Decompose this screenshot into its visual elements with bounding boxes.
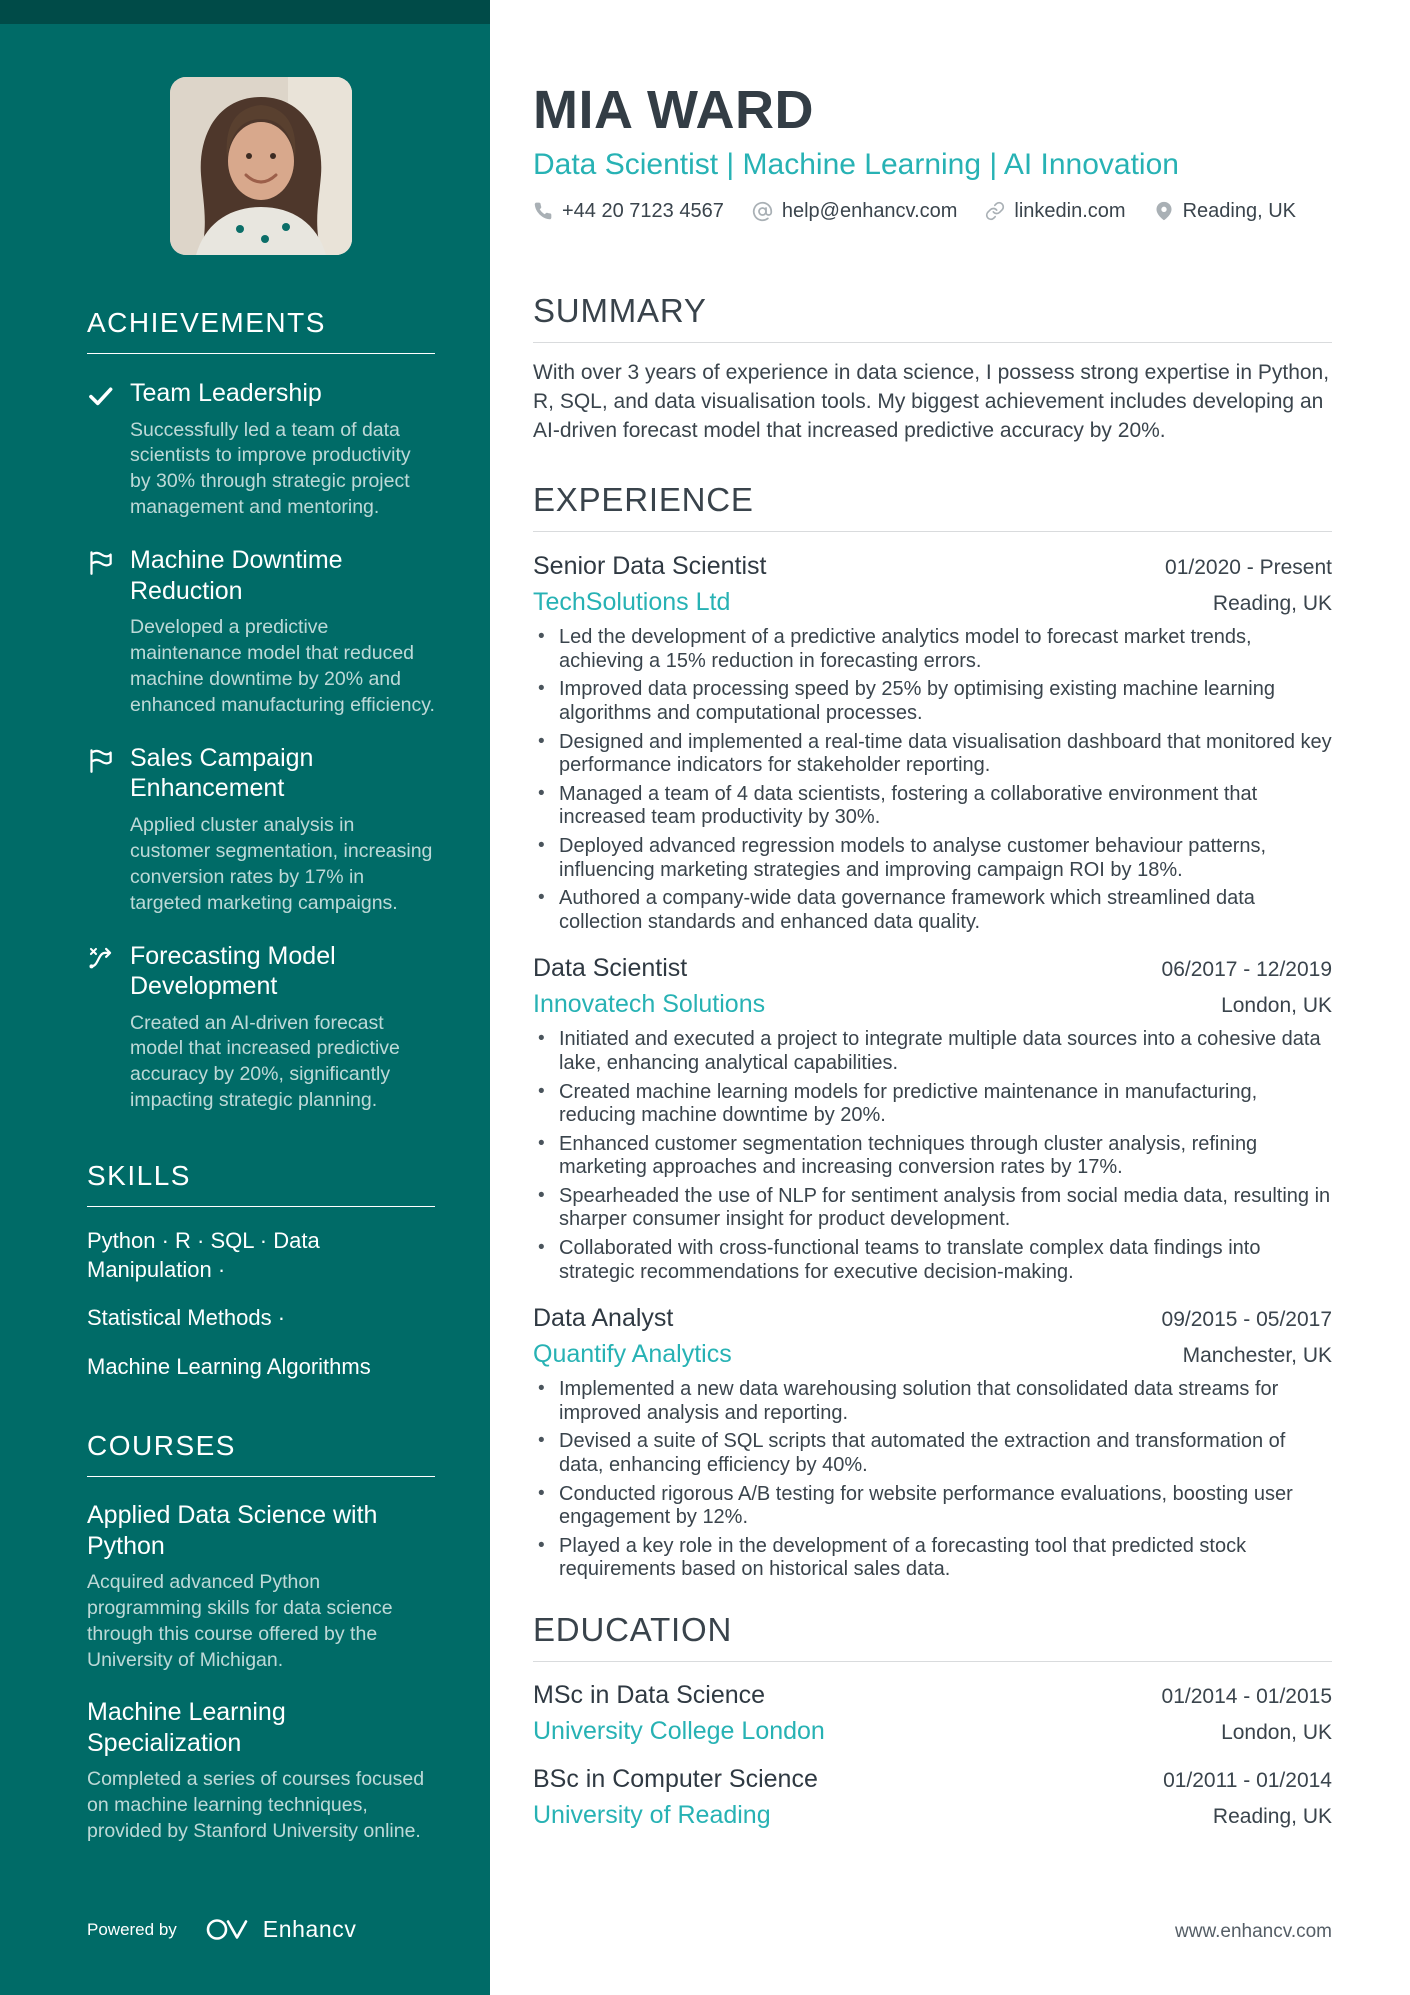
person-tagline: Data Scientist | Machine Learning | AI Innovation [533, 147, 1179, 181]
job-bullet: • Managed a team of 4 data scientists, fostering a collaborative environment that increased team productivity by 30%. [533, 783, 1332, 830]
job-bullet: • Played a key role in the development of a forecasting tool that predicted stock requirements based on historical sales data. [533, 1535, 1332, 1582]
job-entry [533, 954, 1332, 1284]
achievement-item [87, 378, 435, 521]
job-bullet: • Implemented a new data warehousing solution that consolidated data streams for improved analysis and reporting. [533, 1378, 1332, 1425]
education-dates: 01/2014 - 01/2015 [1161, 1685, 1332, 1709]
linkedin-url[interactable]: linkedin.com [1014, 199, 1126, 222]
at-icon [752, 201, 773, 222]
education-location: Reading, UK [1212, 1805, 1332, 1829]
location-text: Reading, UK [1182, 199, 1296, 222]
job-location: London, UK [1221, 994, 1332, 1018]
achievement-item [87, 545, 435, 719]
education-school: University of Reading [533, 1801, 771, 1830]
skills-line: Machine Learning Algorithms [87, 1354, 371, 1380]
achievement-item [87, 941, 435, 1115]
education-degree: MSc in Data Science [533, 1681, 766, 1710]
courses-section [87, 1430, 435, 1845]
job-role: Data Scientist [533, 954, 688, 983]
course-title: Machine Learning Specialization [87, 1697, 286, 1758]
course-item [87, 1500, 435, 1674]
job-bullet: • Authored a company-wide data governance framework which streamlined data collection standards and enhanced data quality. [533, 887, 1332, 934]
achievement-title: Forecasting Model Development [130, 941, 336, 1001]
summary-text: With over 3 years of experience in data science, I possess strong expertise in Python, R, SQL, and data visualisation tools. My biggest achievement includes developing an AI-driven forecast model that increased predictive accuracy by 20%. [533, 360, 1330, 442]
skills-section [87, 1160, 435, 1381]
enhancv-brand-label[interactable]: Enhancv [262, 1916, 357, 1942]
email-address[interactable]: help@enhancv.com [781, 199, 958, 222]
location-contact [1154, 200, 1296, 223]
skills-title: SKILLS [87, 1160, 435, 1207]
route-icon [87, 941, 115, 1115]
job-bullet: • Deployed advanced regression models to analyse customer behaviour patterns, influencing marketing strategies and improving campaign ROI by 18%. [533, 835, 1332, 882]
job-bullet: • Spearheaded the use of NLP for sentiment analysis from social media data, resulting in sharper consumer insight for product development. [533, 1185, 1332, 1232]
summary-title: SUMMARY [533, 293, 1332, 343]
experience-title: EXPERIENCE [533, 482, 1332, 532]
job-entry [533, 552, 1332, 934]
enhancv-logo-icon[interactable] [205, 1916, 251, 1943]
job-bullet: • Conducted rigorous A/B testing for website performance evaluations, boosting user engagement by 12%. [533, 1483, 1332, 1530]
job-company: Innovatech Solutions [533, 990, 766, 1019]
education-location: London, UK [1221, 1721, 1332, 1745]
education-dates: 01/2011 - 01/2014 [1163, 1769, 1332, 1793]
summary-section [533, 293, 1332, 446]
job-role: Senior Data Scientist [533, 552, 767, 581]
course-title: Applied Data Science with Python [87, 1500, 378, 1560]
powered-by-footer [87, 1916, 357, 1943]
job-bullet: • Designed and implemented a real-time data visualisation dashboard that monitored key performance indicators for stakeholder reporting. [533, 731, 1332, 778]
check-icon [87, 378, 115, 521]
education-school: University College London [533, 1717, 825, 1746]
job-company: TechSolutions Ltd [533, 588, 731, 617]
job-bullet: • Improved data processing speed by 25% by optimising existing machine learning algorithms and computational processes. [533, 678, 1332, 725]
contact-row [533, 200, 1332, 223]
job-company: Quantify Analytics [533, 1340, 732, 1369]
flag-icon [87, 545, 115, 719]
education-entry [533, 1765, 1332, 1830]
header [533, 82, 1332, 223]
education-title: EDUCATION [533, 1612, 1332, 1662]
email-contact[interactable] [752, 200, 958, 223]
flag-icon [87, 743, 115, 917]
education-degree: BSc in Computer Science [533, 1765, 818, 1794]
job-bullets [533, 626, 1332, 934]
job-dates: 01/2020 - Present [1165, 556, 1332, 580]
course-description: Completed a series of courses focused on machine learning techniques, provided by Stanford University online. [87, 1768, 425, 1843]
pin-icon [1154, 201, 1174, 221]
achievement-description: Developed a predictive maintenance model that reduced machine downtime by 20% and enhanced manufacturing efficiency. [130, 616, 435, 716]
job-role: Data Analyst [533, 1304, 674, 1333]
main-content [490, 0, 1410, 1830]
person-name: MIA WARD [533, 80, 814, 140]
achievement-description: Applied cluster analysis in customer segmentation, increasing conversion rates by 17% in targeted marketing campaigns. [130, 813, 433, 914]
achievements-section [87, 307, 435, 1114]
job-location: Manchester, UK [1182, 1344, 1332, 1368]
achievement-title: Machine Downtime Reduction [130, 546, 343, 605]
job-bullet: • Devised a suite of SQL scripts that automated the extraction and transformation of data, enhancing efficiency by 40%. [533, 1430, 1332, 1477]
course-item [87, 1697, 435, 1845]
portrait-illustration [170, 77, 352, 255]
profile-photo [170, 77, 352, 255]
job-bullets [533, 1028, 1332, 1284]
job-entry [533, 1304, 1332, 1582]
sidebar [0, 0, 490, 1995]
top-accent-strip [0, 0, 490, 24]
job-bullet: • Initiated and executed a project to integrate multiple data sources into a cohesive data lake, enhancing analytical capabilities. [533, 1028, 1332, 1075]
education-entry [533, 1681, 1332, 1746]
powered-by-label: Powered by [87, 1919, 177, 1939]
linkedin-contact[interactable] [985, 200, 1125, 223]
phone-contact [533, 200, 724, 223]
link-icon [985, 201, 1005, 221]
job-bullet: • Collaborated with cross-functional teams to translate complex data findings into strategic recommendations for executive decision-making. [533, 1237, 1332, 1284]
achievement-title: Team Leadership [130, 379, 322, 407]
job-dates: 09/2015 - 05/2017 [1161, 1308, 1332, 1332]
phone-number: +44 20 7123 4567 [562, 199, 724, 222]
job-bullet: • Created machine learning models for predictive maintenance in manufacturing, reducing machine downtime by 20%. [533, 1081, 1332, 1128]
achievement-title: Sales Campaign Enhancement [130, 743, 314, 803]
achievements-title: ACHIEVEMENTS [87, 307, 435, 354]
job-bullets [533, 1378, 1332, 1582]
achievement-description: Successfully led a team of data scientists to improve productivity by 30% through strategic project management and mentoring. [130, 418, 411, 519]
job-location: Reading, UK [1212, 592, 1332, 616]
course-description: Acquired advanced Python programming skills for data science through this course offered by the University of Michigan. [87, 1571, 393, 1671]
courses-title: COURSES [87, 1430, 435, 1477]
skills-line: Python · R · SQL · Data Manipulation · [87, 1228, 320, 1282]
achievement-item [87, 743, 435, 917]
achievement-description: Created an AI-driven forecast model that increased predictive accuracy by 20%, significantly impacting strategic planning. [130, 1011, 400, 1112]
phone-icon [533, 201, 553, 221]
job-bullet: • Led the development of a predictive analytics model to forecast market trends, achieving a 15% reduction in forecasting errors. [533, 626, 1332, 673]
website-link[interactable]: www.enhancv.com [1175, 1921, 1332, 1942]
job-dates: 06/2017 - 12/2019 [1161, 958, 1332, 982]
education-section [533, 1612, 1332, 1830]
job-bullet: • Enhanced customer segmentation techniques through cluster analysis, refining marketing approaches and increasing conversion rates by 17%. [533, 1133, 1332, 1180]
skills-line: Statistical Methods · [87, 1305, 286, 1331]
experience-section [533, 482, 1332, 1582]
